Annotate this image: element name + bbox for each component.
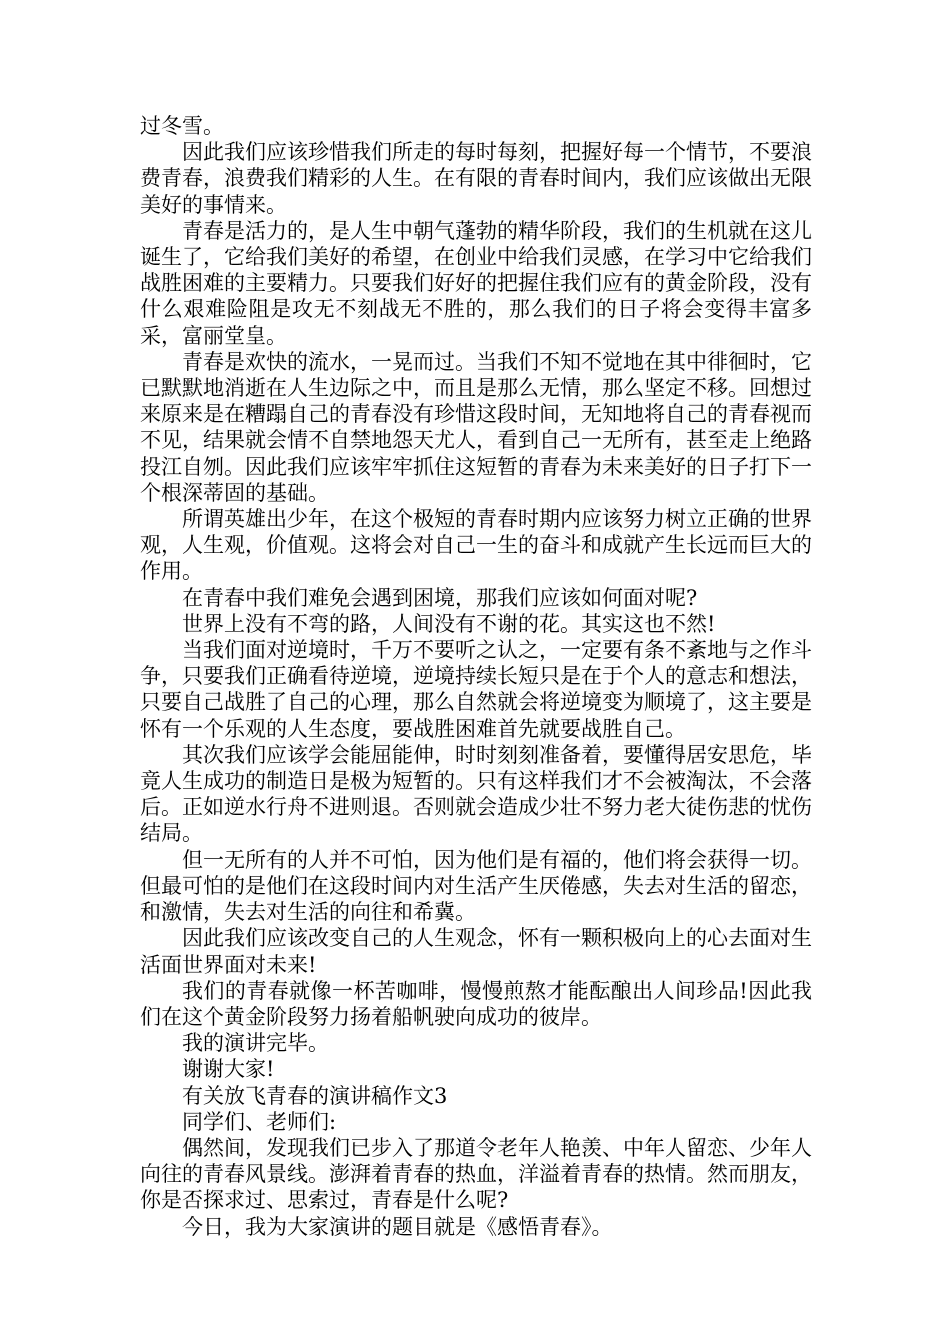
paragraph-8: 当我们面对逆境时，千万不要听之认之，一定要有条不紊地与之作斗争，只要我们正确看待逆境，逆境持续长短只是在于个人的意志和想法，只要自己战胜了自己的心理，那么自然就会将逆境变为顺境了，这主要是怀有一个乐观的人生态度，要战胜困难首先就要战胜自己。 <box>140 638 812 741</box>
paragraph-3: 青春是活力的，是人生中朝气蓬勃的精华阶段，我们的生机就在这儿诞生了，它给我们美好的希望，在创业中给我们灵感，在学习中它给我们战胜困难的主要精力。只要我们好好的把握住我们应有的黄金阶段，没有什么艰难险阻是攻无不刻战无不胜的，那么我们的日子将会变得丰富多采，富丽堂皇。 <box>140 218 812 348</box>
paragraph-6: 在青春中我们难免会遇到困境，那我们应该如何面对呢? <box>182 585 698 610</box>
paragraph-9: 其次我们应该学会能屈能伸，时时刻刻准备着，要懂得居安思危，毕竟人生成功的制造日是极为短暂的。只有这样我们才不会被淘汰，不会落后。正如逆水行舟不进则退。否则就会造成少壮不努力老大徒伤悲的忧伤结局。 <box>140 742 812 846</box>
paragraph-7: 世界上没有不弯的路，人间没有不谢的花。其实这也不然! <box>182 611 716 636</box>
paragraph-10: 但一无所有的人并不可怕，因为他们是有福的，他们将会获得一切。但最可怕的是他们在这段时间内对生活产生厌倦感，失去对生活的留恋，和激情，失去对生活的向往和希冀。 <box>140 847 812 925</box>
paragraph-4: 青春是欢快的流水，一晃而过。当我们不知不觉地在其中徘徊时，它已默默地消逝在人生边际之中，而且是那么无情，那么坚定不移。回想过来原来是在糟蹋自己的青春没有珍惜这段时间，无知地将自己的青春视而不见，结果就会情不自禁地怨天尤人，看到自己一无所有，甚至走上绝路投江自刎。因此我们应该牢牢抓住这短暂的青春为未来美好的日子打下一个根深蒂固的基础。 <box>140 349 812 505</box>
paragraph-5: 所谓英雄出少年，在这个极短的青春时期内应该努力树立正确的世界观，人生观，价值观。这将会对自己一生的奋斗和成就产生长远而巨大的作用。 <box>140 507 812 584</box>
paragraph-12: 我们的青春就像一杯苦咖啡，慢慢煎熬才能酝酿出人间珍品!因此我们在这个黄金阶段努力扬着船帆驶向成功的彼岸。 <box>140 978 812 1029</box>
paragraph-11: 因此我们应该改变自己的人生观念，怀有一颗积极向上的心去面对生活面世界面对未来! <box>140 926 812 977</box>
paragraph-14: 谢谢大家! <box>182 1057 275 1082</box>
salutation: 同学们、老师们: <box>182 1109 337 1134</box>
paragraph-1: 过冬雪。 <box>140 114 224 138</box>
section-heading: 有关放飞青春的演讲稿作文3 <box>182 1083 448 1108</box>
paragraph-2: 因此我们应该珍惜我们所走的每时每刻，把握好每一个情节，不要浪费青春，浪费我们精彩的人生。在有限的青春时间内，我们应该做出无限美好的事情来。 <box>140 140 812 217</box>
paragraph-13: 我的演讲完毕。 <box>182 1031 329 1056</box>
paragraph-18: 今日，我为大家演讲的题目就是《感悟青春》。 <box>182 1214 613 1239</box>
document-body <box>140 113 812 1240</box>
paragraph-17: 偶然间，发现我们已步入了那道令老年人艳羡、中年人留恋、少年人向往的青春风景线。澎湃着青春的热血，洋溢着青春的热情。然而朋友，你是否探求过、思索过，青春是什么呢? <box>140 1135 812 1213</box>
